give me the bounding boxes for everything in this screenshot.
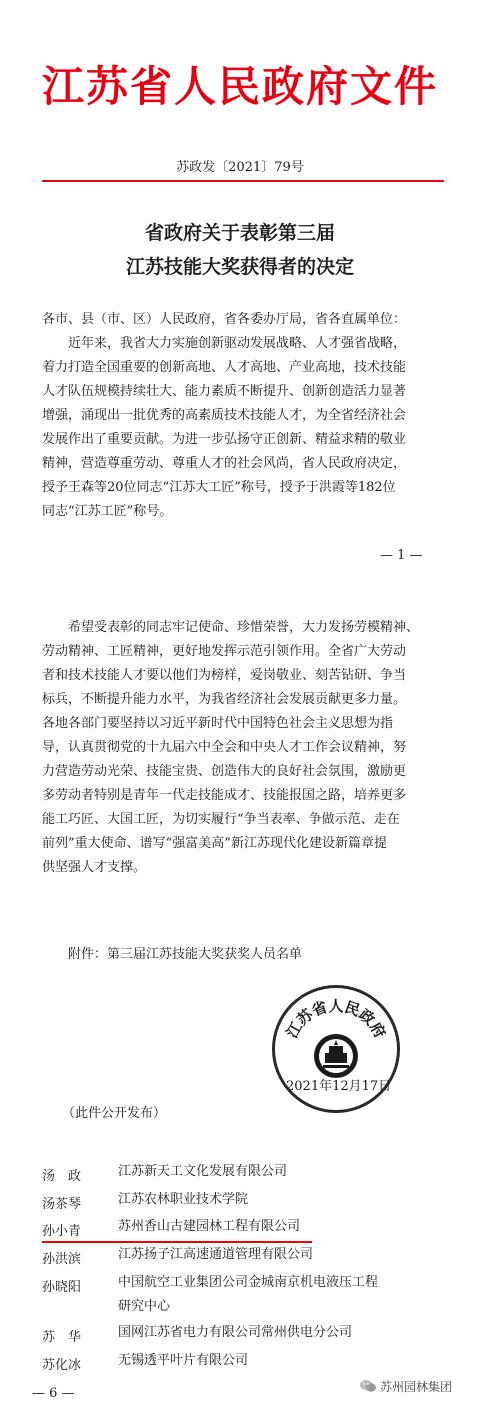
- paragraph-line: 者和技术技能人才要以他们为榜样，爱岗敬业、刻苦钻研、争当: [42, 668, 407, 683]
- paragraph-intro: [42, 332, 442, 524]
- organization-line: 江苏农林职业技术学院: [118, 1192, 249, 1207]
- paragraph-line: 标兵，不断提升能力水平，为我省经济社会发展贡献更多力量。: [42, 692, 407, 707]
- awardee-name: 汤茶琴: [42, 1197, 82, 1212]
- awardee-name: 孙晓阳: [42, 1280, 82, 1295]
- organization-line: 江苏扬子江高速通道管理有限公司: [118, 1247, 314, 1262]
- publish-note: （此件公开发布）: [62, 1106, 167, 1121]
- issue-date: 2021年12月17日: [286, 1079, 392, 1094]
- organization-line: 江苏新天工文化发展有限公司: [118, 1164, 288, 1179]
- organization-line: 国网江苏省电力有限公司常州供电分公司: [118, 1325, 353, 1340]
- paragraph-line: 多劳动者特别是青年一代走技能成才、技能报国之路，培养更多: [42, 788, 407, 803]
- awardee-organization: [118, 1188, 438, 1212]
- paragraph-line: 授予王森等20位同志“江苏大工匠”称号，授予于洪霞等182位: [42, 480, 396, 495]
- awardee-organization: [118, 1349, 438, 1373]
- paragraph-line: 各地各部门要坚持以习近平新时代中国特色社会主义思想为指: [42, 716, 394, 731]
- paragraph-line: 同志“江苏工匠”称号。: [42, 504, 173, 519]
- paragraph-line: 希望受表彰的同志牢记使命、珍惜荣誉，大力发扬劳模精神、: [68, 620, 420, 635]
- attachment-note: 附件：第三届江苏技能大奖获奖人员名单: [68, 947, 303, 962]
- paragraph-line: 劳动精神、工匠精神，更好地发挥示范引领作用。全省广大劳动: [42, 644, 407, 659]
- wechat-icon: [360, 1379, 376, 1396]
- page-number-6: — 6 —: [32, 1386, 75, 1401]
- emblem-icon: [314, 1034, 358, 1078]
- awardee-organization: [118, 1271, 438, 1319]
- awardee-name: 汤 政: [42, 1169, 82, 1184]
- paragraph-line: 人才队伍规模持续壮大、能力素质不断提升、创新创造活力显著: [42, 384, 407, 399]
- paragraph-line: 发展作出了重要贡献。为进一步弘扬守正创新、精益求精的敬业: [42, 432, 407, 447]
- awardee-organization: [118, 1160, 438, 1184]
- paragraph-line: 着力打造全国重要的创新高地、人才高地、产业高地，技术技能: [42, 360, 407, 375]
- document-header-title: 江苏省人民政府文件: [41, 62, 438, 111]
- document-title-line2: 江苏技能大奖获得者的决定: [125, 256, 354, 278]
- organization-line: 研究中心: [118, 1299, 171, 1314]
- organization-line: 中国航空工业集团公司金城南京机电液压工程: [118, 1275, 379, 1290]
- red-divider: [42, 180, 444, 182]
- paragraph-hope: [42, 616, 442, 880]
- highlight-underline: [42, 1241, 312, 1243]
- page-number-1: — 1 —: [380, 548, 423, 563]
- awardee-organization: [118, 1321, 438, 1345]
- paragraph-line: 供坚强人才支撑。: [42, 860, 147, 875]
- paragraph-line: 前列”重大使命、谱写“强富美高”新江苏现代化建设新篇章提: [42, 836, 387, 851]
- paragraph-line: 力营造劳动光荣、技能宝贵、创造伟大的良好社会氛围，激励更: [42, 764, 407, 779]
- awardee-name: 孙洪滨: [42, 1252, 82, 1267]
- paragraph-line: 精神，营造尊重劳动、尊重人才的社会风尚，省人民政府决定，: [42, 456, 407, 471]
- awardee-name: 孙小青: [42, 1224, 82, 1239]
- awardee-organization: [118, 1215, 438, 1239]
- watermark-label: 苏州园林集团: [380, 1380, 453, 1394]
- organization-line: 无锡透平叶片有限公司: [118, 1353, 249, 1368]
- awardee-name: 苏 华: [42, 1330, 82, 1345]
- paragraph-line: 导，认真贯彻党的十九届六中全会和中央人才工作会议精神，努: [42, 740, 407, 755]
- document-number: 苏政发〔2021〕79号: [176, 160, 304, 175]
- organization-line: 苏州香山古建园林工程有限公司: [118, 1219, 301, 1234]
- watermark: [360, 1378, 452, 1396]
- paragraph-line: 近年来，我省大力实施创新驱动发展战略、人才强省战略，: [68, 336, 407, 351]
- document-title-line1: 省政府关于表彰第三届: [144, 222, 335, 244]
- paragraph-line: 增强，涌现出一批优秀的高素质技术技能人才，为全省经济社会: [42, 408, 407, 423]
- awardee-organization: [118, 1243, 438, 1267]
- paragraph-line: 能工巧匠、大国工匠，为切实履行“争当表率、争做示范、走在: [42, 812, 400, 827]
- awardee-name: 苏化冰: [42, 1358, 82, 1373]
- seal-text: 江苏省人民政府: [282, 997, 390, 1042]
- salutation: 各市、县（市、区）人民政府，省各委办厅局，省各直属单位：: [42, 312, 407, 327]
